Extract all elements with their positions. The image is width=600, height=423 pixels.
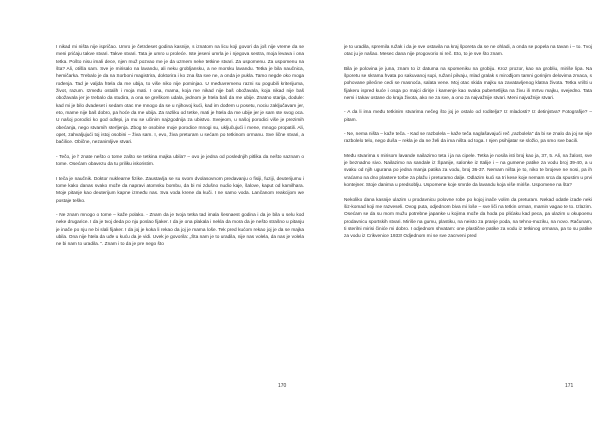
right-paragraph-3: - A da li ima među tetkinim stvarima nečeg što joj je ostalo od roditelja? Iz mladosti? Iz detinjstva? Fotografije? – pitam. — [344, 110, 592, 123]
left-paragraph-1: I nikad mi ništa nije ispričao. Umro je četrdeset godina kasnije, s iznatom na licu koji govori da još nije vreme da se meni prićaju takve stvari. Takve stvari. Tata je umro u proleće. Iste jeseni umrla je i njegova sestra, moja levava i ona tetka. Pošto nisu imali dece, njen muž pozvao me je da uzmem neke tetkine stvari. Za uspomenu. Za uspomenu na šta? Ali, otišla sam. Sve je mirisalo na lavandu, ali neku groblјansku, a ne morsku lavandu. Tetka je bila naučnica, hemičarka. Trebalo je da na Sorboni magistrira, doktorira i ko zna šta sve ne, a onda je pukla. Tamo negde oko moga rođenja. Tad je valjda htela da me ubija, to više niko nije pominjao. U međuvremenu razni su pogubili kriterijuma, život, razum. Između ostalih i moja mati. I ona, mama, koja me nikad nije baš obožavala, koja nikad nije baš obožavala jer je trebalo da studira, a ona se greškom udala, jednom je htela baš da me ubije. Znatno starija, dodule: kad mi je bilo dvadeset i sedam otac me mnogo da se u njihovoj kući, kad im dođem u posetu, nociu zaključavam jer, eto, mame nije baš dobro, pa hoće da me ubija. Za razliku od tetke, mati je htela da me ubije jer je sam ste svog oca. U našoj porodici ko god odlepi, ja mu se učinim najzgodnija za ubistvo. Svejeom, u našoj porodici više je prezimih obećanja, nego stvarnih sterljenja. Zbog te osobine moje porodice mnogi su, uključujući i mene, mnogo propatili. Ali, opet, zahvaljujući toj istoj osobini – živa sam. I, evo, živa preturam u sećam po tetkinom ormanu. Sve lične stvari, a bačilice. Obične, nezanimljive stvari. — [56, 45, 304, 146]
right-page — [344, 44, 592, 374]
right-page-number: 171 — [565, 383, 574, 389]
right-paragraph-4: - Ne, nema ništa – kaže teča. - Kad se razbolela – kaže teča naglašavajući reč „razbolela" da bi se znalo da joj se nije razbolelo telo, nego duša – rekla je da ne želi da ima ništa od toga. I njen psihijatar se složio, pa smo sve bacili. — [344, 132, 592, 145]
left-paragraph-3: I teča je naučnik. Doktor nuklearne fizike. Zaustavlja se su svom dvolasovnom predavanju o fisiji, fuziji, deuterijumu i tome kako danas svako može da napravi atomsku bombu, da bi mi zdušno nudio kaje, šalove, kaput od kamilhara. Moje pitanje kao deuterijum kapne između nas. Sva voda krene da kuči. I ne samo voda. Lančanom reakcijom we postaje teško. — [56, 176, 304, 204]
right-paragraph-1: je to uradila, spremila ružak i da je sve ostavila na kraj šporeta da se ne ohladi, a onda se popela na tavan i – to. Tvoj otac ju je našao. Mesec dana nije progovorio ni reč. Eto, to je sve što znam. — [344, 45, 592, 58]
right-paragraph-2: Bila je polovina je juna, znam to iz datuma na spomeniku na grobiju. Kroz prozor, kao na grobliu, miriše lipa. Na šporetu se skrama hvata po sakuvanoj supi, ružaní pilvaju, mlad gralak s mirođijom tamni gorinjim delovima zmaca, s pohovane pilećine cedi se masnoća, salata vene. Moj otac skida majku sa zavatavljenog klatna života. Tetka vrišti u fijakeru ispred kuće i osqa po majci dirirje i kamenje kao svaka pubertetlijka na živu ili mrtvu majku, svejedno. Tata nemi i takav ostane do kraja života, ako ne za sve, a ono za najvažnije stvari. Meni najvažnije stvari. — [344, 66, 592, 102]
left-page — [56, 44, 304, 374]
right-paragraph-5: Među stvarima s mirisom lavande nailazimo teta i ja na cipele. Tetka je nosila isti broj kao ja, 37, 5. Ali, na žalost, sve je beznadno sivo. Nailazimo na sandale iz Španije, salonke iz Italije i – na gumene patike za vodu broj 39-40, a u svaku od njih ugurana po jedna manja patika za vodu, broj 36-37. Nemam ništa je to, niko te brojeve ne nosi, pa ih vraćamo na dno plastere torbe za plažu i preturamo dalje. Odlazim kući sa tri kese koje nemam srca da spustim u prvi kontejner. Stoje danima u predsoblju. Uspomene koje smrde da lavandu koja više miriše. Uspomene na šta? — [344, 153, 592, 189]
left-page-number: 170 — [278, 383, 287, 389]
left-paragraph-4: - Ne znam mnogo o tome – kaže polako. - Znam da je tvoja tetka tad imala šesnaest godina i da je bila u selu kod neke drugarice. I da je tvoj deda po nju poslao fijaker. I da je ona plakala i nekla da mora da je nešto strašno u pitanju je inače po nju ne bi slali fijaker. I da joj je koka li rekao da joj je mama loše. Tek pred kućom rekao joj je da se majka ubila. Ona nije htela da uđe u kuću da je vidi. Uvek je govorila: „Šta nam je to uradila, nije nas volela, da nas je volela ne bi nam to uradila. ". Znam i to da je pre nego što — [56, 212, 304, 248]
left-paragraph-2: - Tečo, je l' znate nešto o tome zašto se tetkina majka ubila? – ovo je jedna od poslednjih pitlika da nešto saznam o tome. Osećam obavezu da tu priliku iskoristim. — [56, 154, 304, 168]
right-paragraph-6: Nekoliko dana kasnije ulazim u prodavnicu polovne robe po kojoj inače volim da preturam. Nekad odatle izađe neki šiz-komad koji me razveseli. Ovog puta, odjednom biva mi loše – sve liči na tetkin orman, mamin vagao te to. Izlazim. Osećam se da su mom mužu potrebne japanke u kojima može da hoda po plićaku kad peca, pa ulazim u okupoenu prodavnicu sportskih stvari. Miriše na gumu, plastiku, na neisto za pranje poda, na tehno-muziku, na novo. Računam, ti sterilni mirisi činiće mi dobro. I odjednom shvatam: one plastične patike za vodu iz tetkinog ormana, pa to su patike za vodu iz Crikvenice 1933! Odjednom mi se sve zacrveni pred — [344, 197, 592, 240]
